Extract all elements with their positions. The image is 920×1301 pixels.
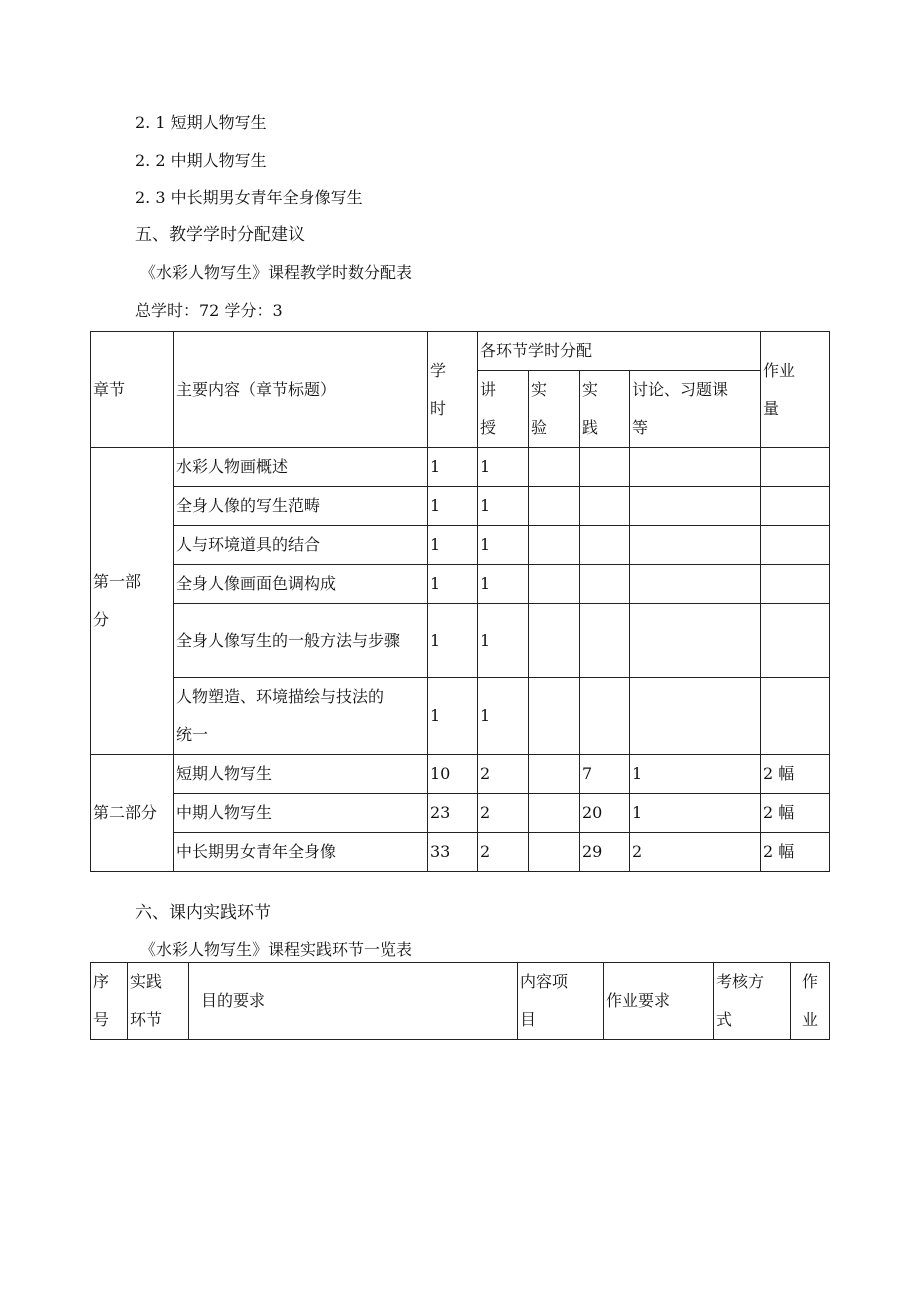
section-heading-6: 六、课内实践环节	[135, 903, 271, 923]
table-row	[91, 565, 830, 604]
header-stage: 实践 环节	[128, 963, 189, 1040]
row-content: 水彩人物画概述	[174, 448, 428, 487]
row-hours: 1	[428, 448, 478, 487]
row-hours: 10	[428, 755, 478, 794]
sub-item-2-3: 2. 3 中长期男女青年全身像写生	[135, 188, 363, 207]
row-content: 中长期男女青年全身像	[174, 833, 428, 872]
header-requirement: 作业要求	[604, 963, 714, 1040]
table1-title: 《水彩人物写生》课程教学时数分配表	[140, 263, 413, 282]
row-practice: 20	[580, 794, 630, 833]
row-content: 全身人像画面色调构成	[174, 565, 428, 604]
header-content: 主要内容（章节标题）	[174, 332, 428, 448]
row-hours: 1	[428, 565, 478, 604]
row-lecture: 2	[478, 755, 529, 794]
row-content: 短期人物写生	[174, 755, 428, 794]
part2-label: 第二部分	[91, 755, 174, 872]
header-discussion: 讨论、习题课 等	[630, 371, 761, 448]
header-practice: 实 践	[580, 371, 630, 448]
table2-title: 《水彩人物写生》课程实践环节一览表	[140, 940, 413, 959]
sub-item-2-2: 2. 2 中期人物写生	[135, 151, 267, 170]
row-hours: 33	[428, 833, 478, 872]
practice-overview-table	[90, 962, 830, 1040]
table-row	[91, 526, 830, 565]
header-hours: 学 时	[428, 332, 478, 448]
header-assessment: 考核方 式	[714, 963, 791, 1040]
table-row	[91, 487, 830, 526]
row-homework: 2 幅	[761, 755, 830, 794]
header-work: 作 业	[791, 963, 830, 1040]
header-lecture: 讲 授	[478, 371, 529, 448]
row-lecture: 1	[478, 448, 529, 487]
row-lecture: 2	[478, 794, 529, 833]
row-discussion: 1	[630, 755, 761, 794]
part1-label: 第一部 分	[91, 448, 174, 755]
row-homework: 2 幅	[761, 833, 830, 872]
row-lecture: 1	[478, 678, 529, 755]
table-row	[91, 678, 830, 755]
header-experiment: 实 验	[529, 371, 580, 448]
row-hours: 1	[428, 526, 478, 565]
row-lecture: 2	[478, 833, 529, 872]
row-lecture: 1	[478, 487, 529, 526]
row-content: 人与环境道具的结合	[174, 526, 428, 565]
hours-allocation-table	[90, 331, 830, 872]
row-hours: 23	[428, 794, 478, 833]
header-items: 内容项 目	[518, 963, 604, 1040]
row-practice: 29	[580, 833, 630, 872]
row-content: 人物塑造、环境描绘与技法的 统一	[174, 678, 428, 755]
table-row	[91, 755, 830, 794]
row-homework: 2 幅	[761, 794, 830, 833]
header-homework: 作业 量	[761, 332, 830, 448]
row-lecture: 1	[478, 604, 529, 678]
row-practice: 7	[580, 755, 630, 794]
row-content: 中期人物写生	[174, 794, 428, 833]
row-lecture: 1	[478, 565, 529, 604]
table-row	[91, 448, 830, 487]
header-purpose: 目的要求	[189, 963, 518, 1040]
header-allocation: 各环节学时分配	[478, 332, 761, 371]
table-row	[91, 794, 830, 833]
row-content: 全身人像写生的一般方法与步骤	[174, 604, 428, 678]
totals-line: 总学时：72 学分：3	[135, 301, 283, 320]
sub-item-2-1: 2. 1 短期人物写生	[135, 113, 267, 132]
row-lecture: 1	[478, 526, 529, 565]
header-chapter: 章节	[91, 332, 174, 448]
section-heading-5: 五、教学学时分配建议	[135, 225, 305, 245]
row-hours: 1	[428, 487, 478, 526]
row-hours: 1	[428, 678, 478, 755]
row-discussion: 1	[630, 794, 761, 833]
header-no: 序 号	[91, 963, 128, 1040]
row-discussion: 2	[630, 833, 761, 872]
table-row	[91, 833, 830, 872]
row-content: 全身人像的写生范畴	[174, 487, 428, 526]
table-row	[91, 604, 830, 678]
row-hours: 1	[428, 604, 478, 678]
